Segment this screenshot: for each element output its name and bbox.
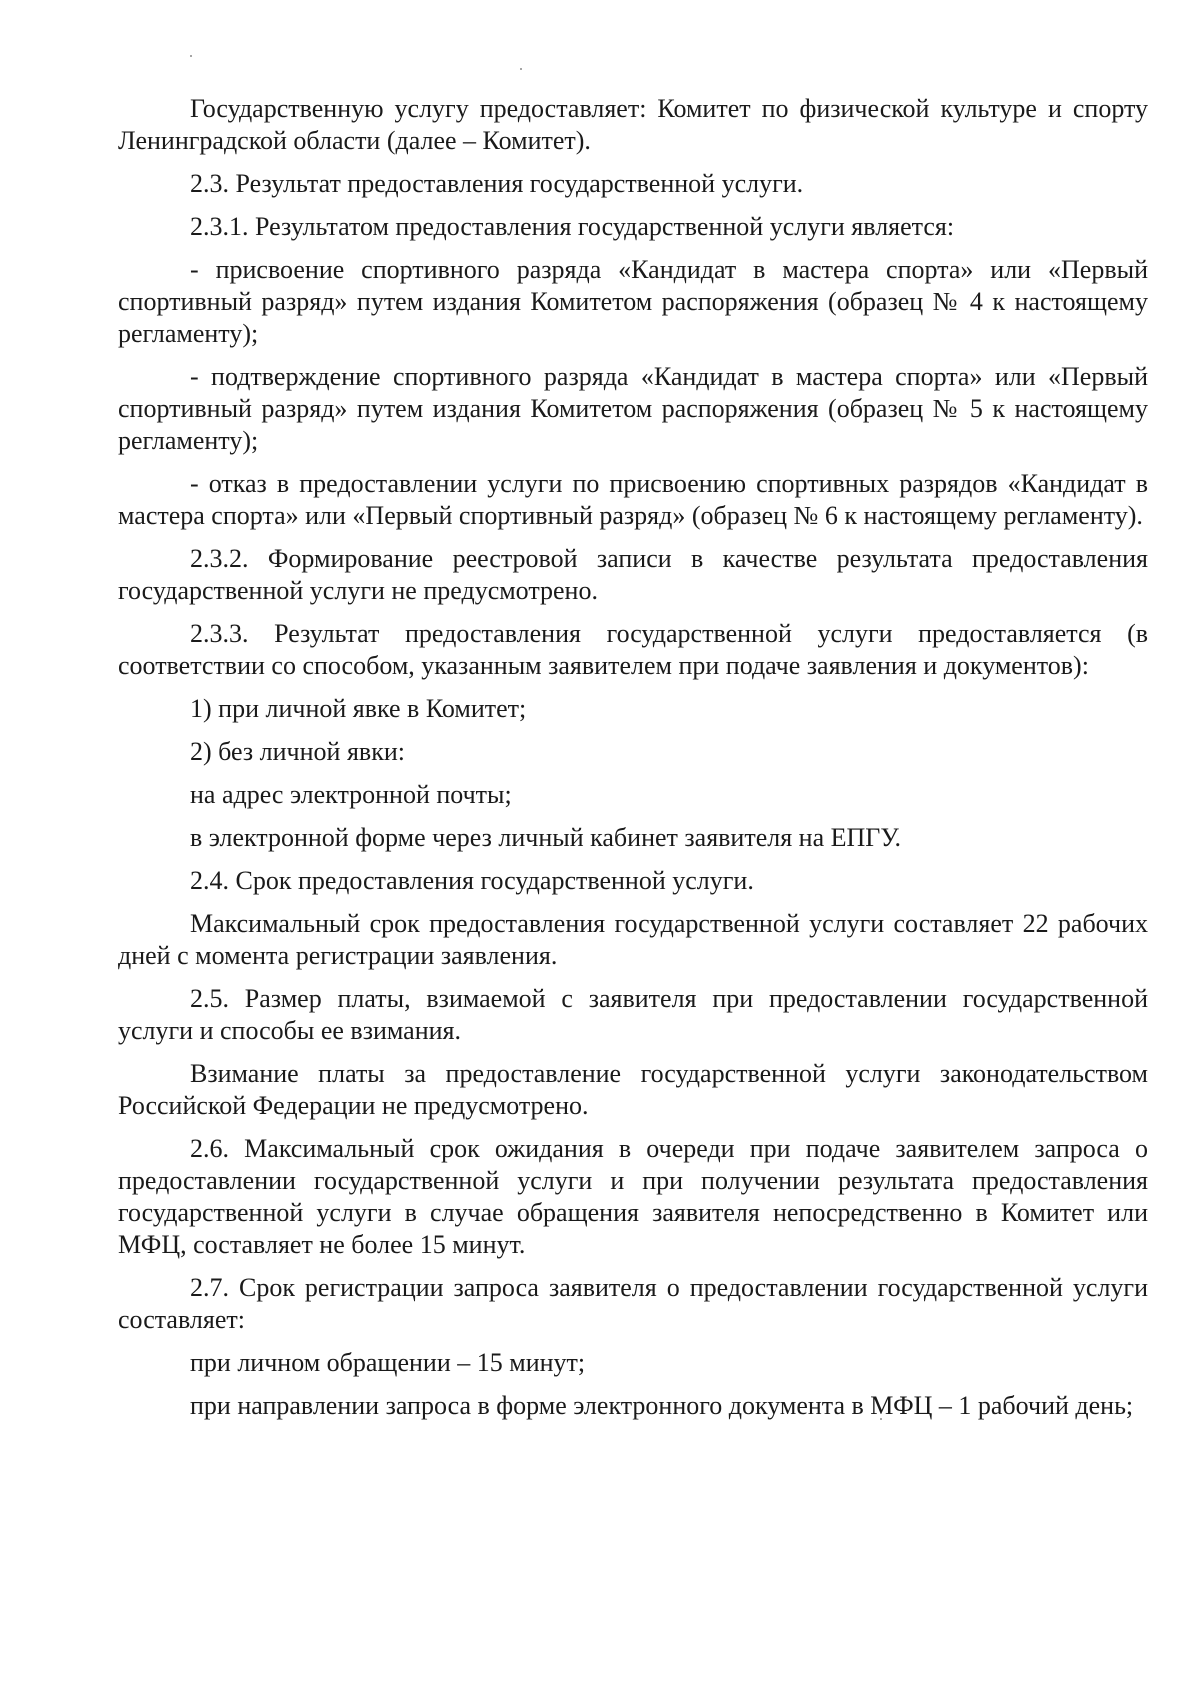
paragraph-email: на адрес электронной почты; — [190, 780, 512, 809]
paragraph-result-confirmation: - подтверждение спортивного разряда «Кандидат в мастера спорта» или «Первый спортивный разряд» путем издания Комитетом распоряжения (образец № 5 к настоящему регламенту); — [118, 362, 1148, 455]
paragraph-result-assignment: - присвоение спортивного разряда «Кандидат в мастера спорта» или «Первый спортивный разряд» путем издания Комитетом распоряжения (образец № 4 к настоящему регламенту); — [118, 255, 1148, 348]
paragraph-2-6-queue: 2.6. Максимальный срок ожидания в очереди при подаче заявителем запроса о предоставлении государственной услуги и при получении результата предоставления государственной услуги в случае обращения заявителя непосредственно в Комитет или МФЦ, составляет не более 15 минут. — [118, 1134, 1148, 1259]
paragraph-epgu: в электронной форме через личный кабинет заявителя на ЕПГУ. — [190, 823, 901, 852]
paragraph-fee: Взимание платы за предоставление государственной услуги законодательством Российской Федерации не предусмотрено. — [118, 1059, 1148, 1120]
paragraph-2-3-1: 2.3.1. Результатом предоставления государственной услуги является: — [190, 212, 955, 241]
paragraph-in-person: 1) при личной явке в Комитет; — [190, 694, 527, 723]
paragraph-2-7-registration: 2.7. Срок регистрации запроса заявителя о предоставлении государственной услуги составляет: — [118, 1273, 1148, 1334]
scan-speck — [190, 55, 192, 57]
document-body — [118, 93, 1148, 1433]
paragraph-2-4-heading: 2.4. Срок предоставления государственной услуги. — [190, 866, 754, 895]
paragraph-result-refusal: - отказ в предоставлении услуги по присвоению спортивных разрядов «Кандидат в мастера спорта» или «Первый спортивный разряд» (образец № 6 к настоящему регламенту). — [118, 469, 1148, 530]
paragraph-2-5-heading: 2.5. Размер платы, взимаемой с заявителя при предоставлении государственной услуги и способы ее взимания. — [118, 984, 1148, 1045]
paragraph-in-person-term: при личном обращении – 15 минут; — [190, 1348, 586, 1377]
paragraph-2-3-2: 2.3.2. Формирование реестровой записи в качестве результата предоставления государственной услуги не предусмотрено. — [118, 544, 1148, 605]
paragraph-remote: 2) без личной явки: — [190, 737, 405, 766]
paragraph-electronic-term: при направлении запроса в форме электронного документа в МФЦ – 1 рабочий день; — [190, 1391, 1134, 1420]
scan-speck — [520, 68, 522, 70]
paragraph-2-3-3: 2.3.3. Результат предоставления государственной услуги предоставляется (в соответствии со способом, указанным заявителем при подаче заявления и документов): — [118, 619, 1148, 680]
paragraph-2-3-heading: 2.3. Результат предоставления государственной услуги. — [190, 169, 804, 198]
paragraph-service-provider: Государственную услугу предоставляет: Комитет по физической культуре и спорту Ленинградской области (далее – Комитет). — [118, 94, 1148, 155]
paragraph-max-term: Максимальный срок предоставления государственной услуги составляет 22 рабочих дней с момента регистрации заявления. — [118, 909, 1148, 970]
